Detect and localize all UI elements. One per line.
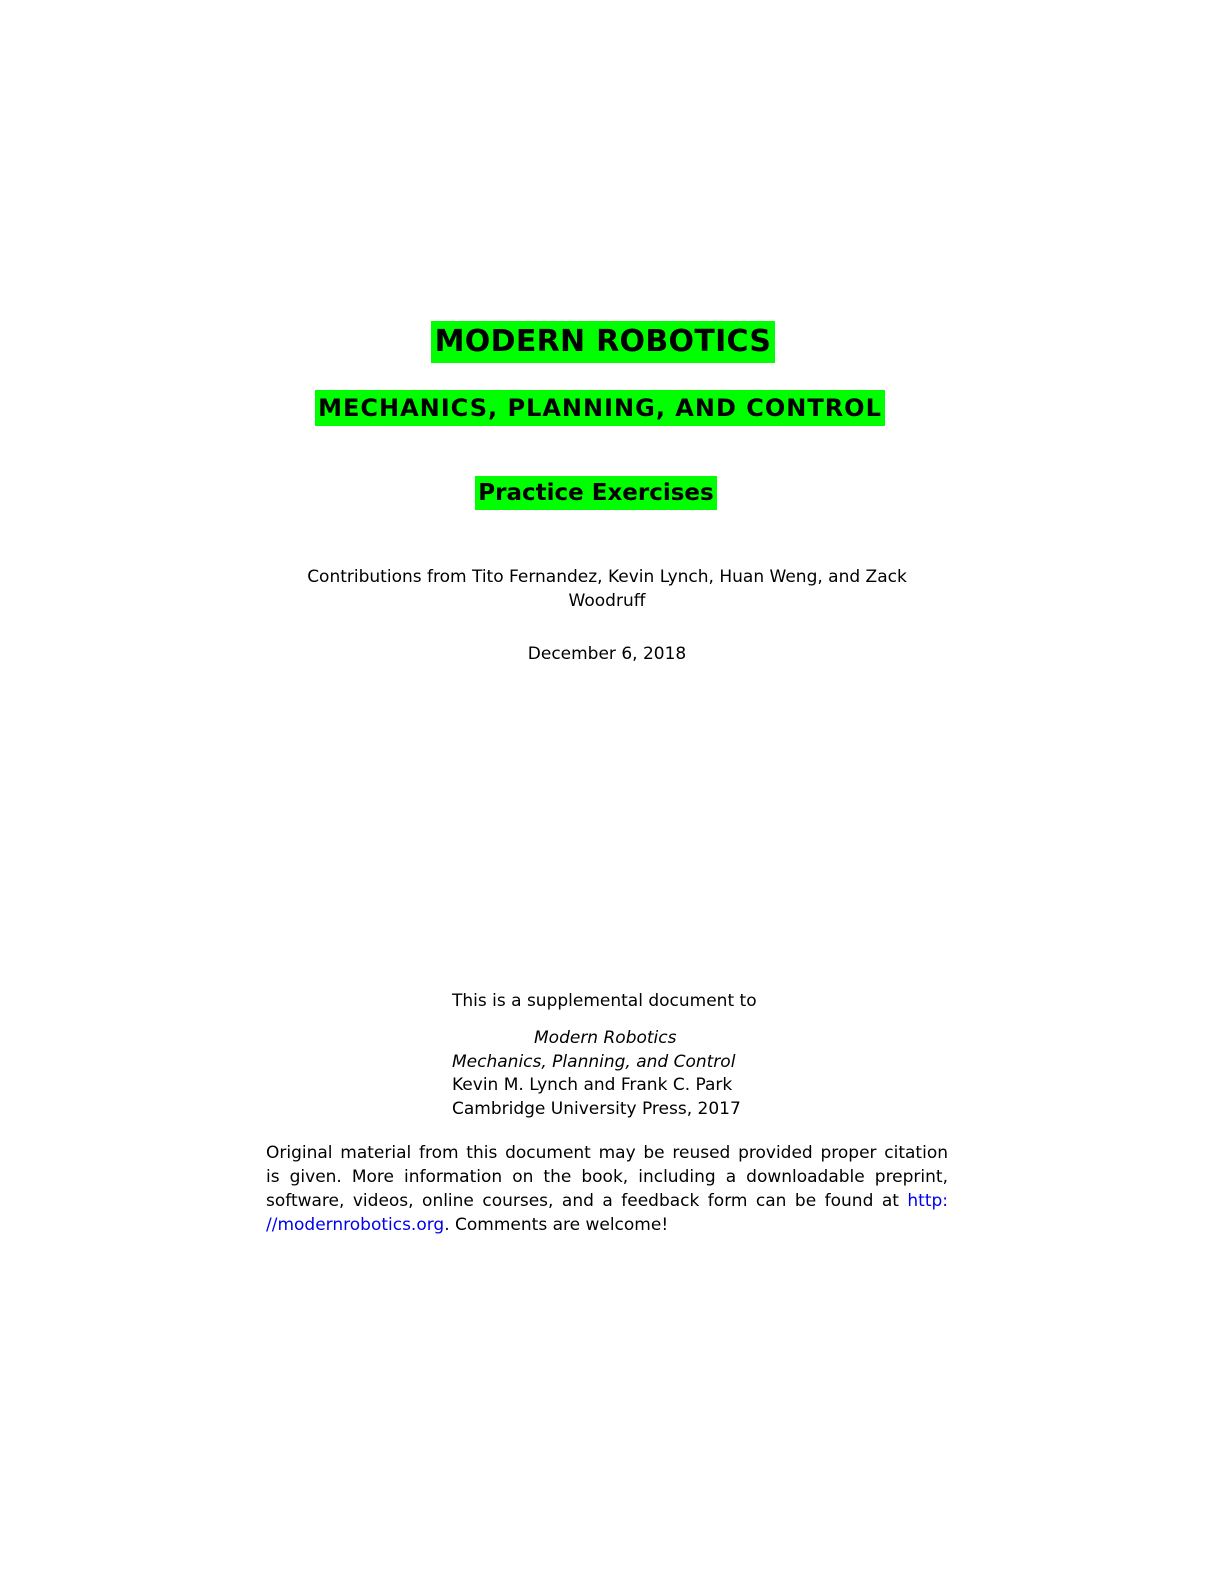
reuse-line-1: Original material from this document may be reused provided proper citation <box>266 1143 948 1163</box>
book-title: Modern Robotics <box>534 1028 677 1048</box>
document-subtitle: MECHANICS, PLANNING, AND CONTROL <box>315 390 885 426</box>
reuse-notice <box>266 1141 948 1237</box>
book-reference <box>452 1027 741 1121</box>
reuse-line-3 <box>266 1189 948 1213</box>
book-publisher: Cambridge University Press, 2017 <box>452 1098 741 1119</box>
section-title: Practice Exercises <box>475 476 716 510</box>
reuse-line-2: is given. More information on the book, including a downloadable preprint, <box>266 1167 948 1187</box>
reuse-line-4 <box>266 1213 948 1237</box>
book-authors: Kevin M. Lynch and Frank C. Park <box>452 1075 733 1095</box>
website-link-part-1[interactable]: http: <box>907 1191 948 1211</box>
subtitle-block <box>0 390 1224 426</box>
reuse-line-4-text: . Comments are welcome! <box>444 1215 669 1235</box>
website-link-part-2[interactable]: //modernrobotics.org <box>266 1215 445 1235</box>
reuse-line-3-text: software, videos, online courses, and a feedback form can be found at <box>266 1191 899 1211</box>
document-date: December 6, 2018 <box>527 644 687 664</box>
book-subtitle: Mechanics, Planning, and Control <box>452 1051 736 1072</box>
supplement-intro: This is a supplemental document to <box>452 991 757 1011</box>
document-title: MODERN ROBOTICS <box>431 321 776 363</box>
contributors: Contributions from Tito Fernandez, Kevin Lynch, Huan Weng, and Zack Woodruff <box>307 567 907 611</box>
section-title-block <box>0 476 1224 510</box>
title-block <box>0 321 1224 363</box>
